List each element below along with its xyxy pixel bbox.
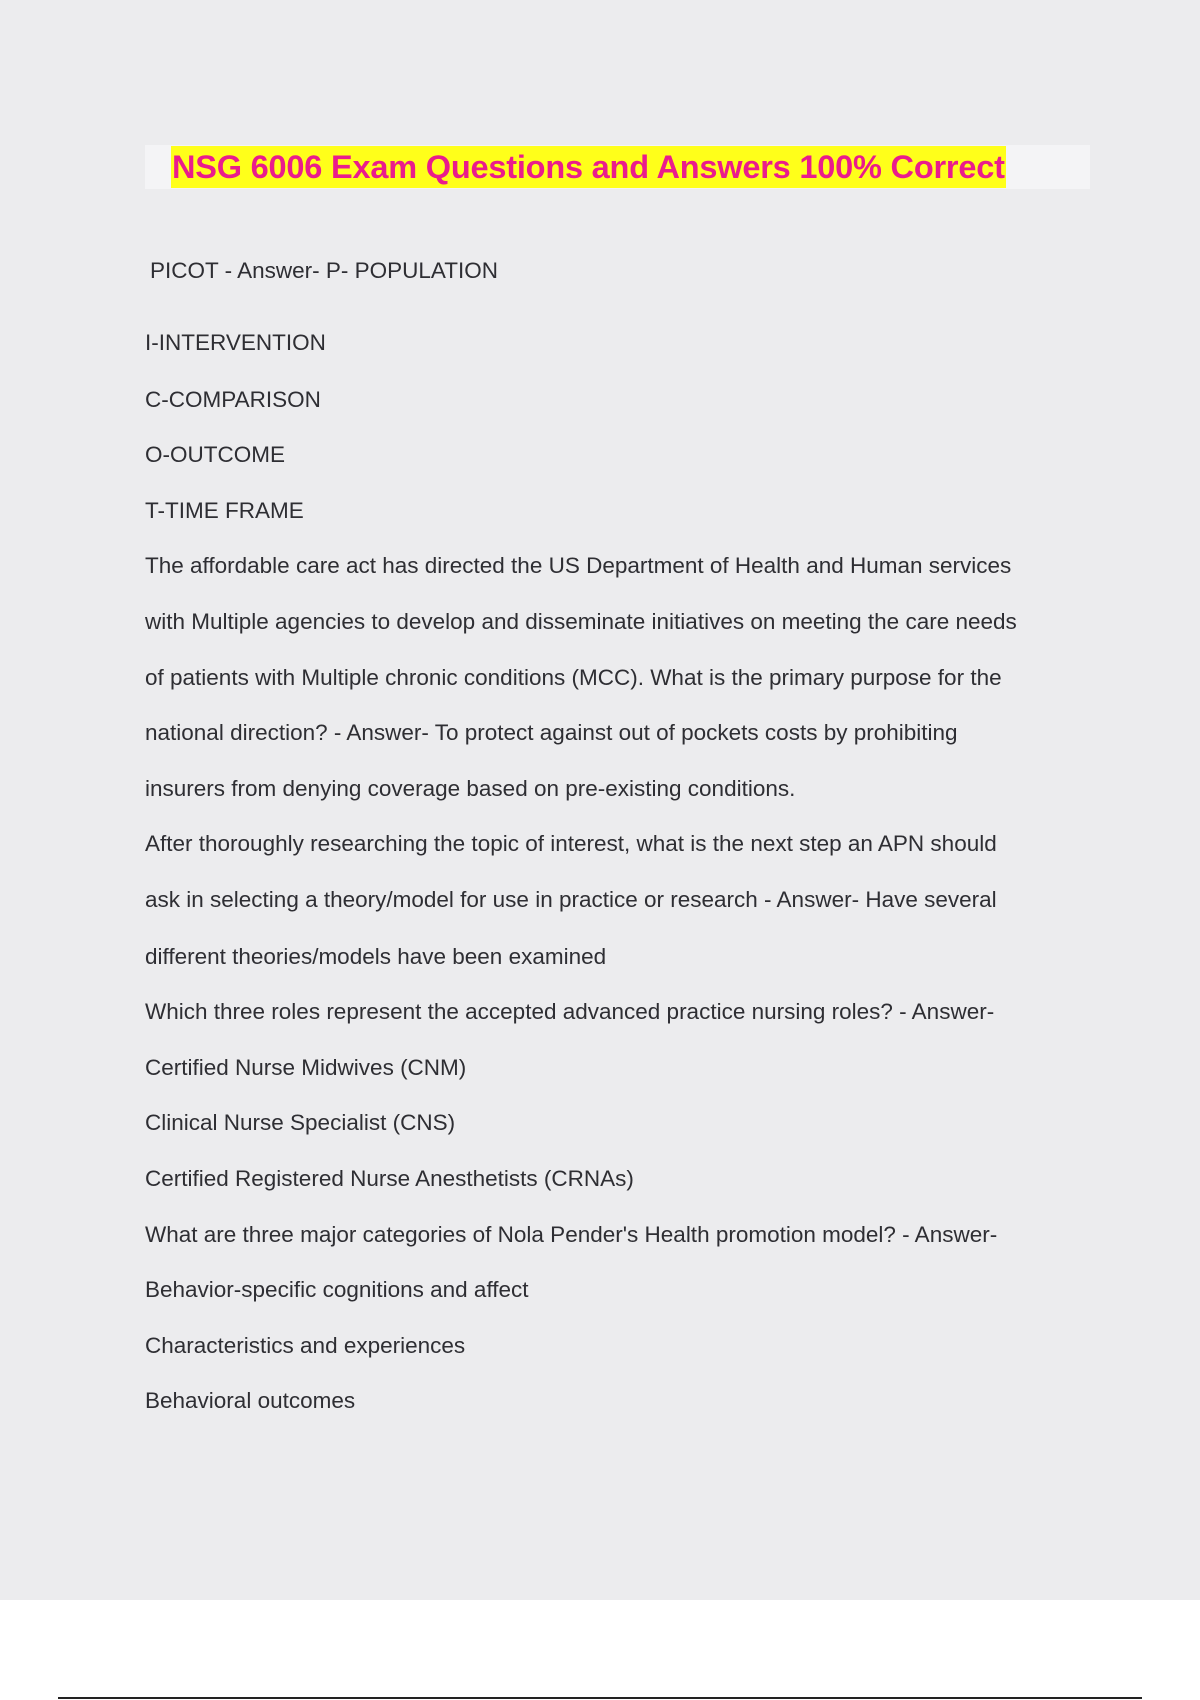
text-line-outcome: O-OUTCOME [145, 442, 285, 467]
text-line-role-cnm: Certified Nurse Midwives (CNM) [145, 1055, 467, 1080]
text-line-aca-2: with Multiple agencies to develop and disseminate initiatives on meeting the care needs [145, 609, 1017, 634]
text-line-pender-3: Behavioral outcomes [145, 1388, 356, 1413]
text-line-pender-2: Characteristics and experiences [145, 1333, 466, 1358]
text-line-pender-1: Behavior-specific cognitions and affect [145, 1277, 529, 1302]
text-line-aca-5: insurers from denying coverage based on pre-existing conditions. [145, 776, 796, 801]
text-line-picot: PICOT - Answer- P- POPULATION [150, 258, 498, 283]
document-title: NSG 6006 Exam Questions and Answers 100% Correct [171, 146, 1006, 188]
text-line-apn-3: different theories/models have been examined [145, 944, 607, 969]
footer-divider [58, 1697, 1142, 1699]
text-line-aca-1: The affordable care act has directed the US Department of Health and Human services [145, 553, 1012, 578]
text-line-aca-3: of patients with Multiple chronic conditions (MCC). What is the primary purpose for the [145, 665, 1002, 690]
text-line-aca-4: national direction? - Answer- To protect against out of pockets costs by prohibiting [145, 720, 958, 745]
text-line-role-cns: Clinical Nurse Specialist (CNS) [145, 1110, 456, 1135]
text-line-role-crna: Certified Registered Nurse Anesthetists (CRNAs) [145, 1166, 634, 1191]
text-line-time-frame: T-TIME FRAME [145, 498, 304, 523]
text-line-apn-2: ask in selecting a theory/model for use in practice or research - Answer- Have several [145, 887, 997, 912]
text-line-apn-1: After thoroughly researching the topic of interest, what is the next step an APN should [145, 831, 997, 856]
text-line-roles-question: Which three roles represent the accepted advanced practice nursing roles? - Answer- [145, 999, 995, 1024]
page-footer-area [0, 1600, 1200, 1700]
text-line-pender-question: What are three major categories of Nola Pender's Health promotion model? - Answer- [145, 1222, 998, 1247]
text-line-intervention: I-INTERVENTION [145, 330, 326, 355]
text-line-comparison: C-COMPARISON [145, 387, 321, 412]
